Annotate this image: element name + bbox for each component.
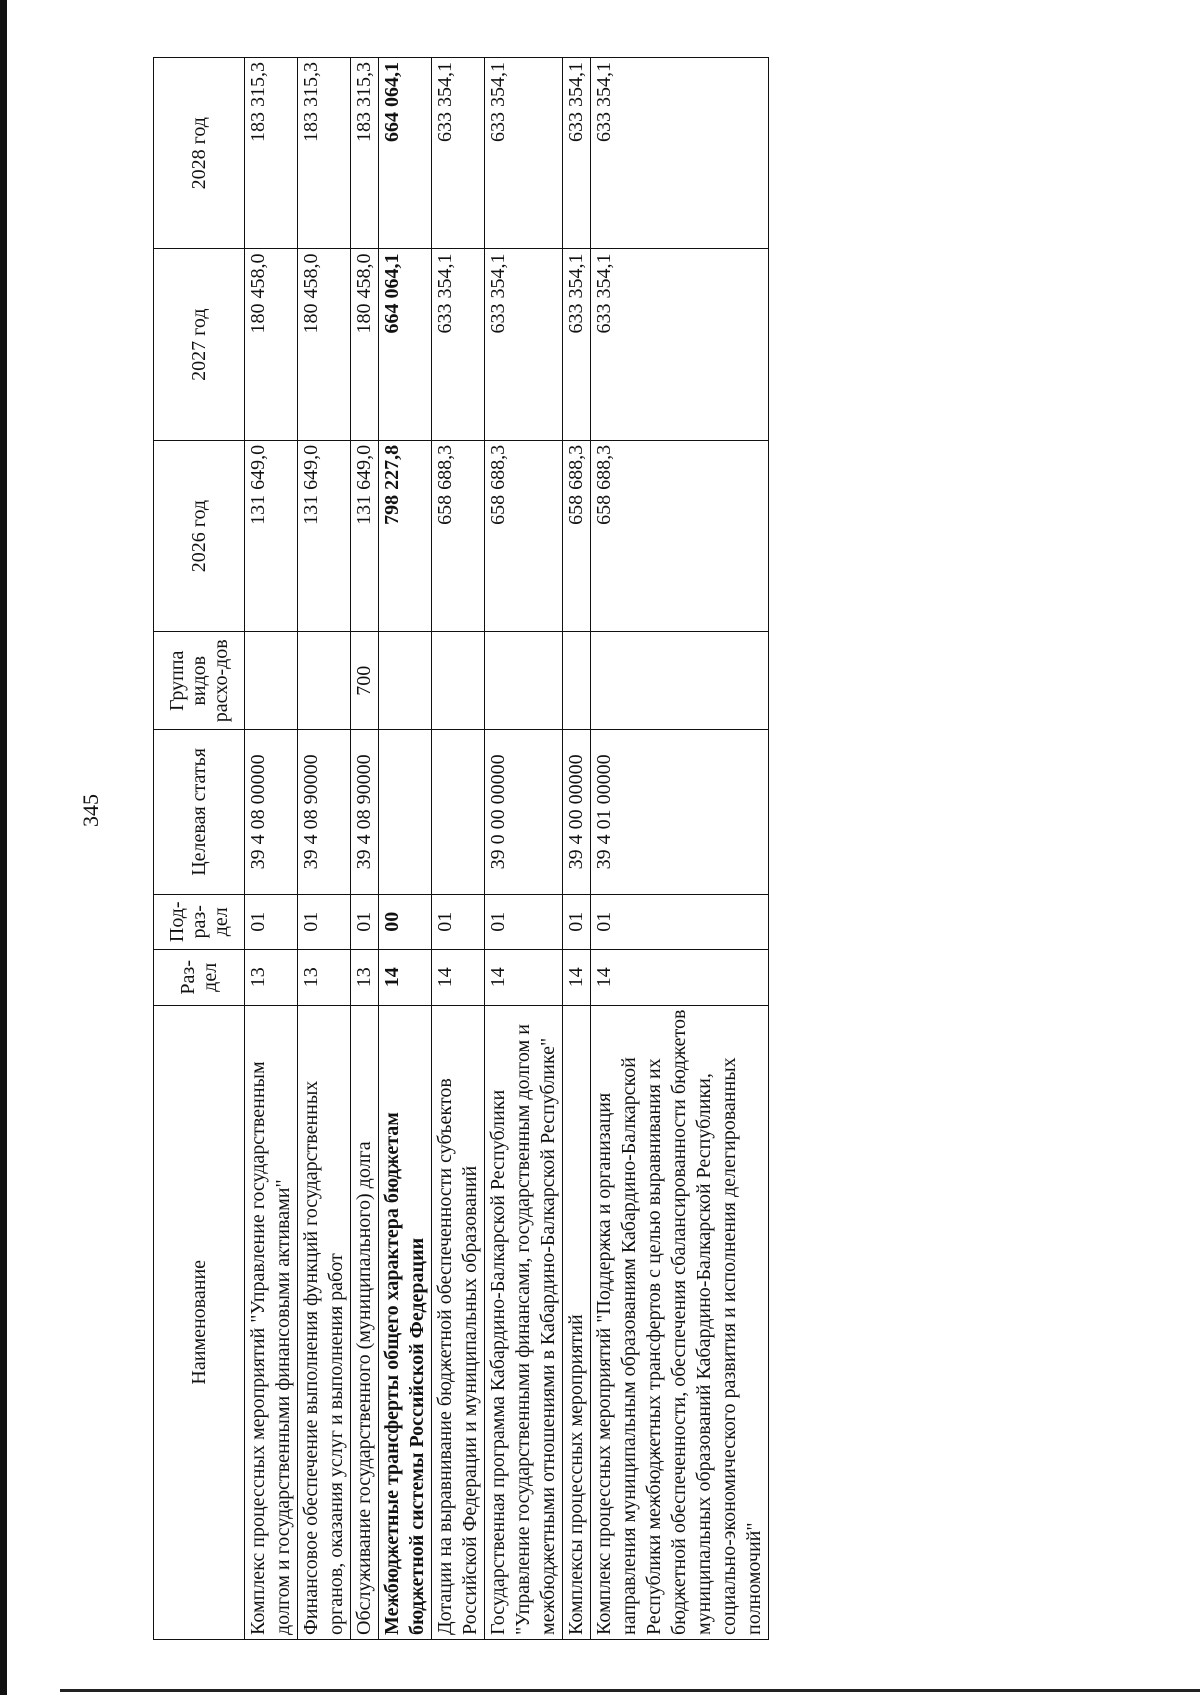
- cell-2028: 633 354,1: [485, 58, 563, 249]
- cell-2026: 131 649,0: [351, 440, 379, 631]
- cell-2027: 664 064,1: [379, 249, 432, 440]
- cell-2027: 180 458,0: [245, 249, 298, 440]
- cell-2026: 658 688,3: [563, 440, 591, 631]
- cell-group: [591, 632, 769, 730]
- cell-2028: 633 354,1: [432, 58, 485, 249]
- cell-group: [563, 632, 591, 730]
- table-header-row: [154, 58, 245, 1640]
- cell-target: 39 4 08 90000: [298, 730, 351, 894]
- cell-name: Дотации на выравнивание бюджетной обеспеченности субъектов Российской Федерации и муниципальных образований: [432, 1005, 485, 1639]
- table-row: [432, 58, 485, 1640]
- bottom-rule: [60, 1689, 1200, 1692]
- cell-2026: 131 649,0: [298, 440, 351, 631]
- cell-section: 13: [351, 950, 379, 1006]
- table-row: [351, 58, 379, 1640]
- header-subsection: Под-раз-дел: [154, 894, 245, 950]
- cell-group: 700: [351, 632, 379, 730]
- cell-section: 13: [298, 950, 351, 1006]
- cell-name: Государственная программа Кабардино-Балкарской Республики "Управление государственными финансами, государственным долгом и межбюджетными отношениями в Кабардино-Балкарской Республике": [485, 1005, 563, 1639]
- budget-table-rotated: [153, 57, 1061, 1640]
- table-row: [245, 58, 298, 1640]
- cell-2027: 633 354,1: [485, 249, 563, 440]
- table-row: [379, 58, 432, 1640]
- cell-target: 39 4 01 00000: [591, 730, 769, 894]
- cell-group: [485, 632, 563, 730]
- cell-2027: 633 354,1: [432, 249, 485, 440]
- cell-2027: 633 354,1: [563, 249, 591, 440]
- cell-2028: 183 315,3: [351, 58, 379, 249]
- cell-subsection: 00: [379, 894, 432, 950]
- cell-group: [379, 632, 432, 730]
- table-row: [563, 58, 591, 1640]
- cell-2028: 664 064,1: [379, 58, 432, 249]
- cell-2027: 633 354,1: [591, 249, 769, 440]
- cell-subsection: 01: [245, 894, 298, 950]
- cell-name: Комплексы процессных мероприятий: [563, 1005, 591, 1639]
- cell-target: 39 0 00 00000: [485, 730, 563, 894]
- header-name: Наименование: [154, 1005, 245, 1639]
- cell-2026: 658 688,3: [432, 440, 485, 631]
- cell-2027: 180 458,0: [351, 249, 379, 440]
- cell-subsection: 01: [591, 894, 769, 950]
- cell-name: Комплекс процессных мероприятий "Управление государственным долгом и государственными финансовыми активами": [245, 1005, 298, 1639]
- cell-section: 14: [432, 950, 485, 1006]
- header-2026: 2026 год: [154, 440, 245, 631]
- header-target: Целевая статья: [154, 730, 245, 894]
- cell-name: Обслуживание государственного (муниципального) долга: [351, 1005, 379, 1639]
- cell-2026: 658 688,3: [591, 440, 769, 631]
- cell-target: 39 4 08 90000: [351, 730, 379, 894]
- header-group: Группа видов расхо-дов: [154, 632, 245, 730]
- cell-subsection: 01: [298, 894, 351, 950]
- cell-target: [432, 730, 485, 894]
- cell-group: [298, 632, 351, 730]
- cell-2027: 180 458,0: [298, 249, 351, 440]
- left-margin-rule: [0, 0, 7, 1695]
- cell-subsection: 01: [351, 894, 379, 950]
- cell-subsection: 01: [432, 894, 485, 950]
- cell-group: [432, 632, 485, 730]
- cell-name: Финансовое обеспечение выполнения функций государственных органов, оказания услуг и выполнения работ: [298, 1005, 351, 1639]
- cell-target: [379, 730, 432, 894]
- header-2027: 2027 год: [154, 249, 245, 440]
- header-2028: 2028 год: [154, 58, 245, 249]
- table-row: [591, 58, 769, 1640]
- cell-section: 14: [563, 950, 591, 1006]
- page-number: 345: [78, 794, 103, 827]
- cell-2026: 658 688,3: [485, 440, 563, 631]
- cell-group: [245, 632, 298, 730]
- cell-target: 39 4 00 00000: [563, 730, 591, 894]
- cell-2028: 183 315,3: [298, 58, 351, 249]
- budget-table: [153, 57, 769, 1640]
- header-section: Раз-дел: [154, 950, 245, 1006]
- cell-2026: 131 649,0: [245, 440, 298, 631]
- cell-section: 14: [485, 950, 563, 1006]
- table-row: [298, 58, 351, 1640]
- cell-name: Комплекс процессных мероприятий "Поддержка и организация направления муниципальным образованиям Кабардино-Балкарской Республики межбюджетных трансфертов с целью выравнивания их бюджетной обеспеченности, обеспечения сбалансированности бюджетов муниципальных образований Кабардино-Балкарской Республики, социально-экономического развития и исполнения делегированных полномочий": [591, 1005, 769, 1639]
- cell-section: 14: [379, 950, 432, 1006]
- cell-subsection: 01: [563, 894, 591, 950]
- cell-2028: 633 354,1: [591, 58, 769, 249]
- cell-2028: 183 315,3: [245, 58, 298, 249]
- cell-section: 13: [245, 950, 298, 1006]
- table-row: [485, 58, 563, 1640]
- cell-section: 14: [591, 950, 769, 1006]
- cell-subsection: 01: [485, 894, 563, 950]
- cell-2026: 798 227,8: [379, 440, 432, 631]
- cell-2028: 633 354,1: [563, 58, 591, 249]
- cell-name: Межбюджетные трансферты общего характера бюджетам бюджетной системы Российской Федерации: [379, 1005, 432, 1639]
- cell-target: 39 4 08 00000: [245, 730, 298, 894]
- table-body: [245, 58, 769, 1640]
